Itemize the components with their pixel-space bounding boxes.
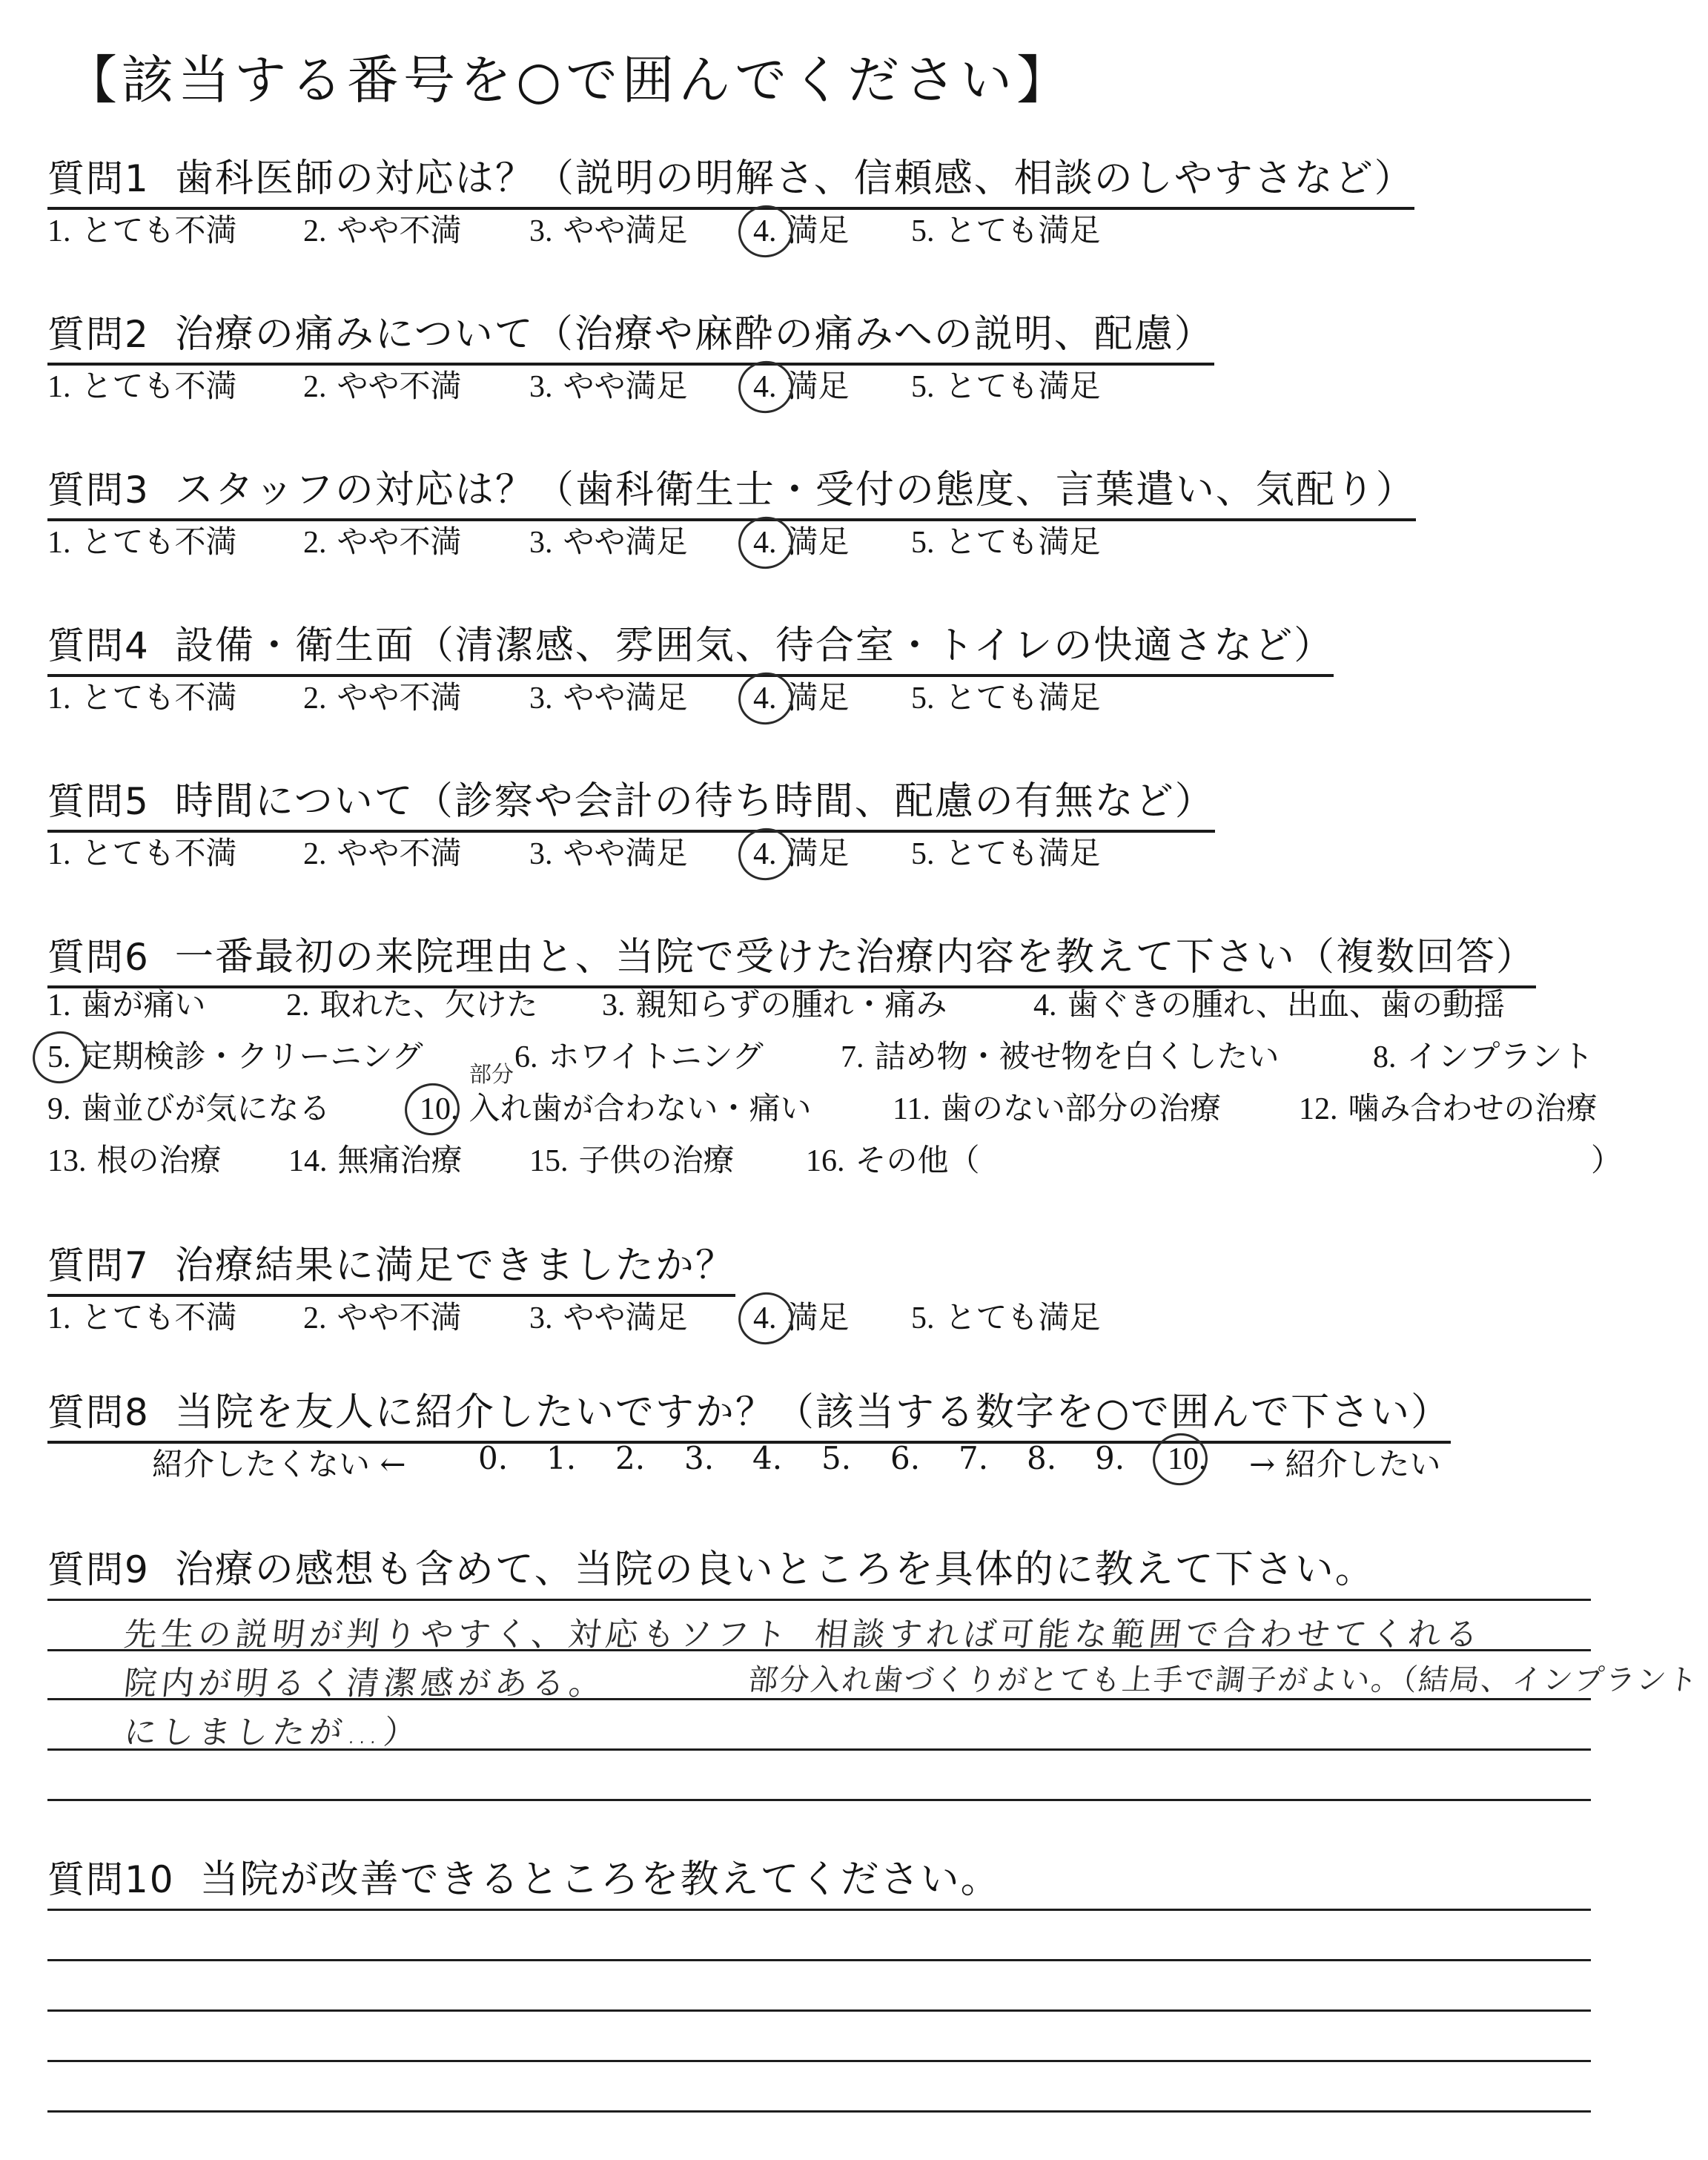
option-2[interactable]: 2. やや不満 bbox=[303, 679, 462, 716]
question-3-title bbox=[47, 458, 1416, 514]
q6-option-9[interactable]: 9. 歯並びが気になる bbox=[47, 1090, 331, 1126]
option-4-circled[interactable]: 4. 満足 bbox=[753, 524, 850, 560]
option-3[interactable]: 3. やや満足 bbox=[529, 679, 688, 716]
scale-value-8[interactable]: 8. bbox=[1027, 1440, 1057, 1476]
q6-option-14[interactable]: 14. 無痛治療 bbox=[288, 1142, 463, 1178]
q6-option-3[interactable]: 3. 親知らずの腫れ・痛み bbox=[602, 986, 947, 1023]
option-4-circled[interactable]: 4. 満足 bbox=[753, 212, 850, 248]
scale-value-4[interactable]: 4. bbox=[752, 1440, 783, 1476]
option-5[interactable]: 5. とても満足 bbox=[911, 212, 1101, 248]
option-3[interactable]: 3. やや満足 bbox=[529, 212, 688, 248]
scale-value-9[interactable]: 9. bbox=[1095, 1440, 1125, 1476]
q6-option-2[interactable]: 2. 取れた、欠けた bbox=[286, 986, 538, 1023]
option-4-circled[interactable]: 4. 満足 bbox=[753, 835, 850, 871]
option-4-circled[interactable]: 4. 満足 bbox=[753, 1299, 850, 1335]
q6-option-15[interactable]: 15. 子供の治療 bbox=[529, 1142, 735, 1178]
answer-line bbox=[47, 2060, 1591, 2062]
scale-value-3[interactable]: 3. bbox=[684, 1440, 715, 1476]
question-text: スタッフの対応は？（歯科衛生士・受付の態度、言葉遣い、気配り） bbox=[174, 468, 1416, 512]
q6-option-11[interactable]: 11. 歯のない部分の治療 bbox=[893, 1090, 1221, 1126]
question-text: 治療結果に満足できましたか？ bbox=[174, 1244, 735, 1288]
q6-option-12[interactable]: 12. 噛み合わせの治療 bbox=[1299, 1090, 1598, 1126]
question-5-title bbox=[47, 770, 1215, 825]
scale-value-10-circled[interactable]: 10. bbox=[1168, 1442, 1207, 1476]
answer-line bbox=[47, 2110, 1591, 2113]
question-4-title bbox=[47, 614, 1334, 670]
question-underline bbox=[47, 674, 1334, 677]
question-number: 質問4 bbox=[47, 624, 150, 667]
question-7-title bbox=[47, 1234, 735, 1289]
option-2[interactable]: 2. やや不満 bbox=[303, 212, 462, 248]
q6-option-16[interactable]: 16. その他（ bbox=[806, 1142, 980, 1178]
instruction-heading: 【該当する番号を○で囲んでください】 bbox=[65, 50, 1073, 110]
handwritten-answer-line[interactable]: 院内が明るく清潔感がある。 bbox=[122, 1665, 609, 1702]
option-4-circled[interactable]: 4. 満足 bbox=[753, 368, 850, 404]
option-1[interactable]: 1. とても不満 bbox=[47, 368, 237, 404]
question-text: 一番最初の来院理由と、当院で受けた治療内容を教えて下さい（複数回答） bbox=[174, 935, 1536, 980]
scale-value-0[interactable]: 0. bbox=[478, 1440, 509, 1476]
question-text: 当院が改善できるところを教えてください。 bbox=[199, 1857, 1001, 1902]
q6-option-6[interactable]: 6. ホワイトニング bbox=[514, 1038, 764, 1074]
question-number: 質問2 bbox=[47, 313, 150, 356]
scale-value-1[interactable]: 1. bbox=[546, 1440, 577, 1476]
q6-option-1[interactable]: 1. 歯が痛い bbox=[47, 986, 206, 1023]
handwritten-answer-line[interactable]: 先生の説明が判りやすく、対応もソフト bbox=[122, 1616, 793, 1654]
scale-value-7[interactable]: 7. bbox=[959, 1440, 989, 1476]
question-number: 質問3 bbox=[47, 469, 150, 512]
answer-line bbox=[47, 1909, 1591, 1911]
question-8-title bbox=[47, 1381, 1451, 1436]
option-2[interactable]: 2. やや不満 bbox=[303, 1299, 462, 1335]
handwritten-annotation: 部分 bbox=[469, 1062, 514, 1088]
q6-option-13[interactable]: 13. 根の治療 bbox=[47, 1142, 222, 1178]
option-3[interactable]: 3. やや満足 bbox=[529, 368, 688, 404]
option-5[interactable]: 5. とても満足 bbox=[911, 835, 1101, 871]
option-5[interactable]: 5. とても満足 bbox=[911, 679, 1101, 716]
q6-option-4[interactable]: 4. 歯ぐきの腫れ、出血、歯の動揺 bbox=[1033, 986, 1506, 1023]
q6-option-8[interactable]: 8. インプラント bbox=[1373, 1038, 1594, 1074]
option-3[interactable]: 3. やや満足 bbox=[529, 835, 688, 871]
q6-option-10-circled[interactable]: 10. 入れ歯が合わない・痛い bbox=[420, 1090, 812, 1126]
question-text: 治療の感想も含めて、当院の良いところを具体的に教えて下さい。 bbox=[174, 1548, 1375, 1592]
scale-left-label: 紹介したくない ← bbox=[152, 1446, 406, 1482]
question-number: 質問9 bbox=[47, 1548, 150, 1591]
option-5[interactable]: 5. とても満足 bbox=[911, 524, 1101, 560]
answer-line bbox=[47, 1599, 1591, 1601]
option-1[interactable]: 1. とても不満 bbox=[47, 679, 237, 716]
question-text: 設備・衛生面（清潔感、雰囲気、待合室・トイレの快適さなど） bbox=[174, 624, 1334, 668]
question-number: 質問10 bbox=[47, 1858, 175, 1901]
scale-value-5[interactable]: 5. bbox=[821, 1440, 852, 1476]
question-1-title bbox=[47, 147, 1414, 202]
option-2[interactable]: 2. やや不満 bbox=[303, 368, 462, 404]
option-2[interactable]: 2. やや不満 bbox=[303, 835, 462, 871]
option-1[interactable]: 1. とても不満 bbox=[47, 212, 237, 248]
option-1[interactable]: 1. とても不満 bbox=[47, 835, 237, 871]
q6-option-7[interactable]: 7. 詰め物・被せ物を白くしたい bbox=[841, 1038, 1280, 1074]
question-2-title bbox=[47, 303, 1214, 358]
answer-line bbox=[47, 1799, 1591, 1801]
question-text: 歯科医師の対応は？（説明の明解さ、信頼感、相談のしやすさなど） bbox=[174, 156, 1414, 201]
option-3[interactable]: 3. やや満足 bbox=[529, 1299, 688, 1335]
option-2[interactable]: 2. やや不満 bbox=[303, 524, 462, 560]
answer-line bbox=[47, 1959, 1591, 1961]
question-number: 質問1 bbox=[47, 157, 150, 200]
question-10-title bbox=[47, 1848, 1001, 1903]
handwritten-answer-line[interactable]: 相談すれば可能な範囲で合わせてくれる bbox=[812, 1616, 1485, 1654]
question-underline bbox=[47, 207, 1414, 210]
option-3[interactable]: 3. やや満足 bbox=[529, 524, 688, 560]
scale-value-6[interactable]: 6. bbox=[890, 1440, 921, 1476]
question-text: 当院を友人に紹介したいですか？（該当する数字を○で囲んで下さい） bbox=[174, 1390, 1452, 1435]
q6-option-5-circled[interactable]: 5. 定期検診・クリーニング bbox=[47, 1038, 423, 1074]
handwritten-answer-line[interactable]: にしましたが…） bbox=[122, 1714, 423, 1751]
question-number: 質問5 bbox=[47, 780, 150, 823]
question-text: 時間について（診察や会計の待ち時間、配慮の有無など） bbox=[174, 779, 1215, 824]
option-4-circled[interactable]: 4. 満足 bbox=[753, 679, 850, 716]
scale-right-label: → 紹介したい bbox=[1249, 1446, 1441, 1482]
q6-other-close-paren: ） bbox=[1591, 1142, 1623, 1178]
answer-line bbox=[47, 2009, 1591, 2012]
question-number: 質問7 bbox=[47, 1244, 150, 1287]
question-6-title bbox=[47, 925, 1536, 981]
option-1[interactable]: 1. とても不満 bbox=[47, 1299, 237, 1335]
question-number: 質問6 bbox=[47, 936, 150, 979]
question-number: 質問8 bbox=[47, 1391, 150, 1434]
option-5[interactable]: 5. とても満足 bbox=[911, 1299, 1101, 1335]
question-underline bbox=[47, 518, 1416, 521]
question-9-title bbox=[47, 1538, 1375, 1593]
scale-value-2[interactable]: 2. bbox=[615, 1440, 646, 1476]
option-1[interactable]: 1. とても不満 bbox=[47, 524, 237, 560]
question-text: 治療の痛みについて（治療や麻酔の痛みへの説明、配慮） bbox=[174, 312, 1214, 357]
option-5[interactable]: 5. とても満足 bbox=[911, 368, 1101, 404]
handwritten-answer-line[interactable]: 部分入れ歯づくりがとても上手で調子がよい。（結局、インプラント bbox=[747, 1663, 1701, 1697]
